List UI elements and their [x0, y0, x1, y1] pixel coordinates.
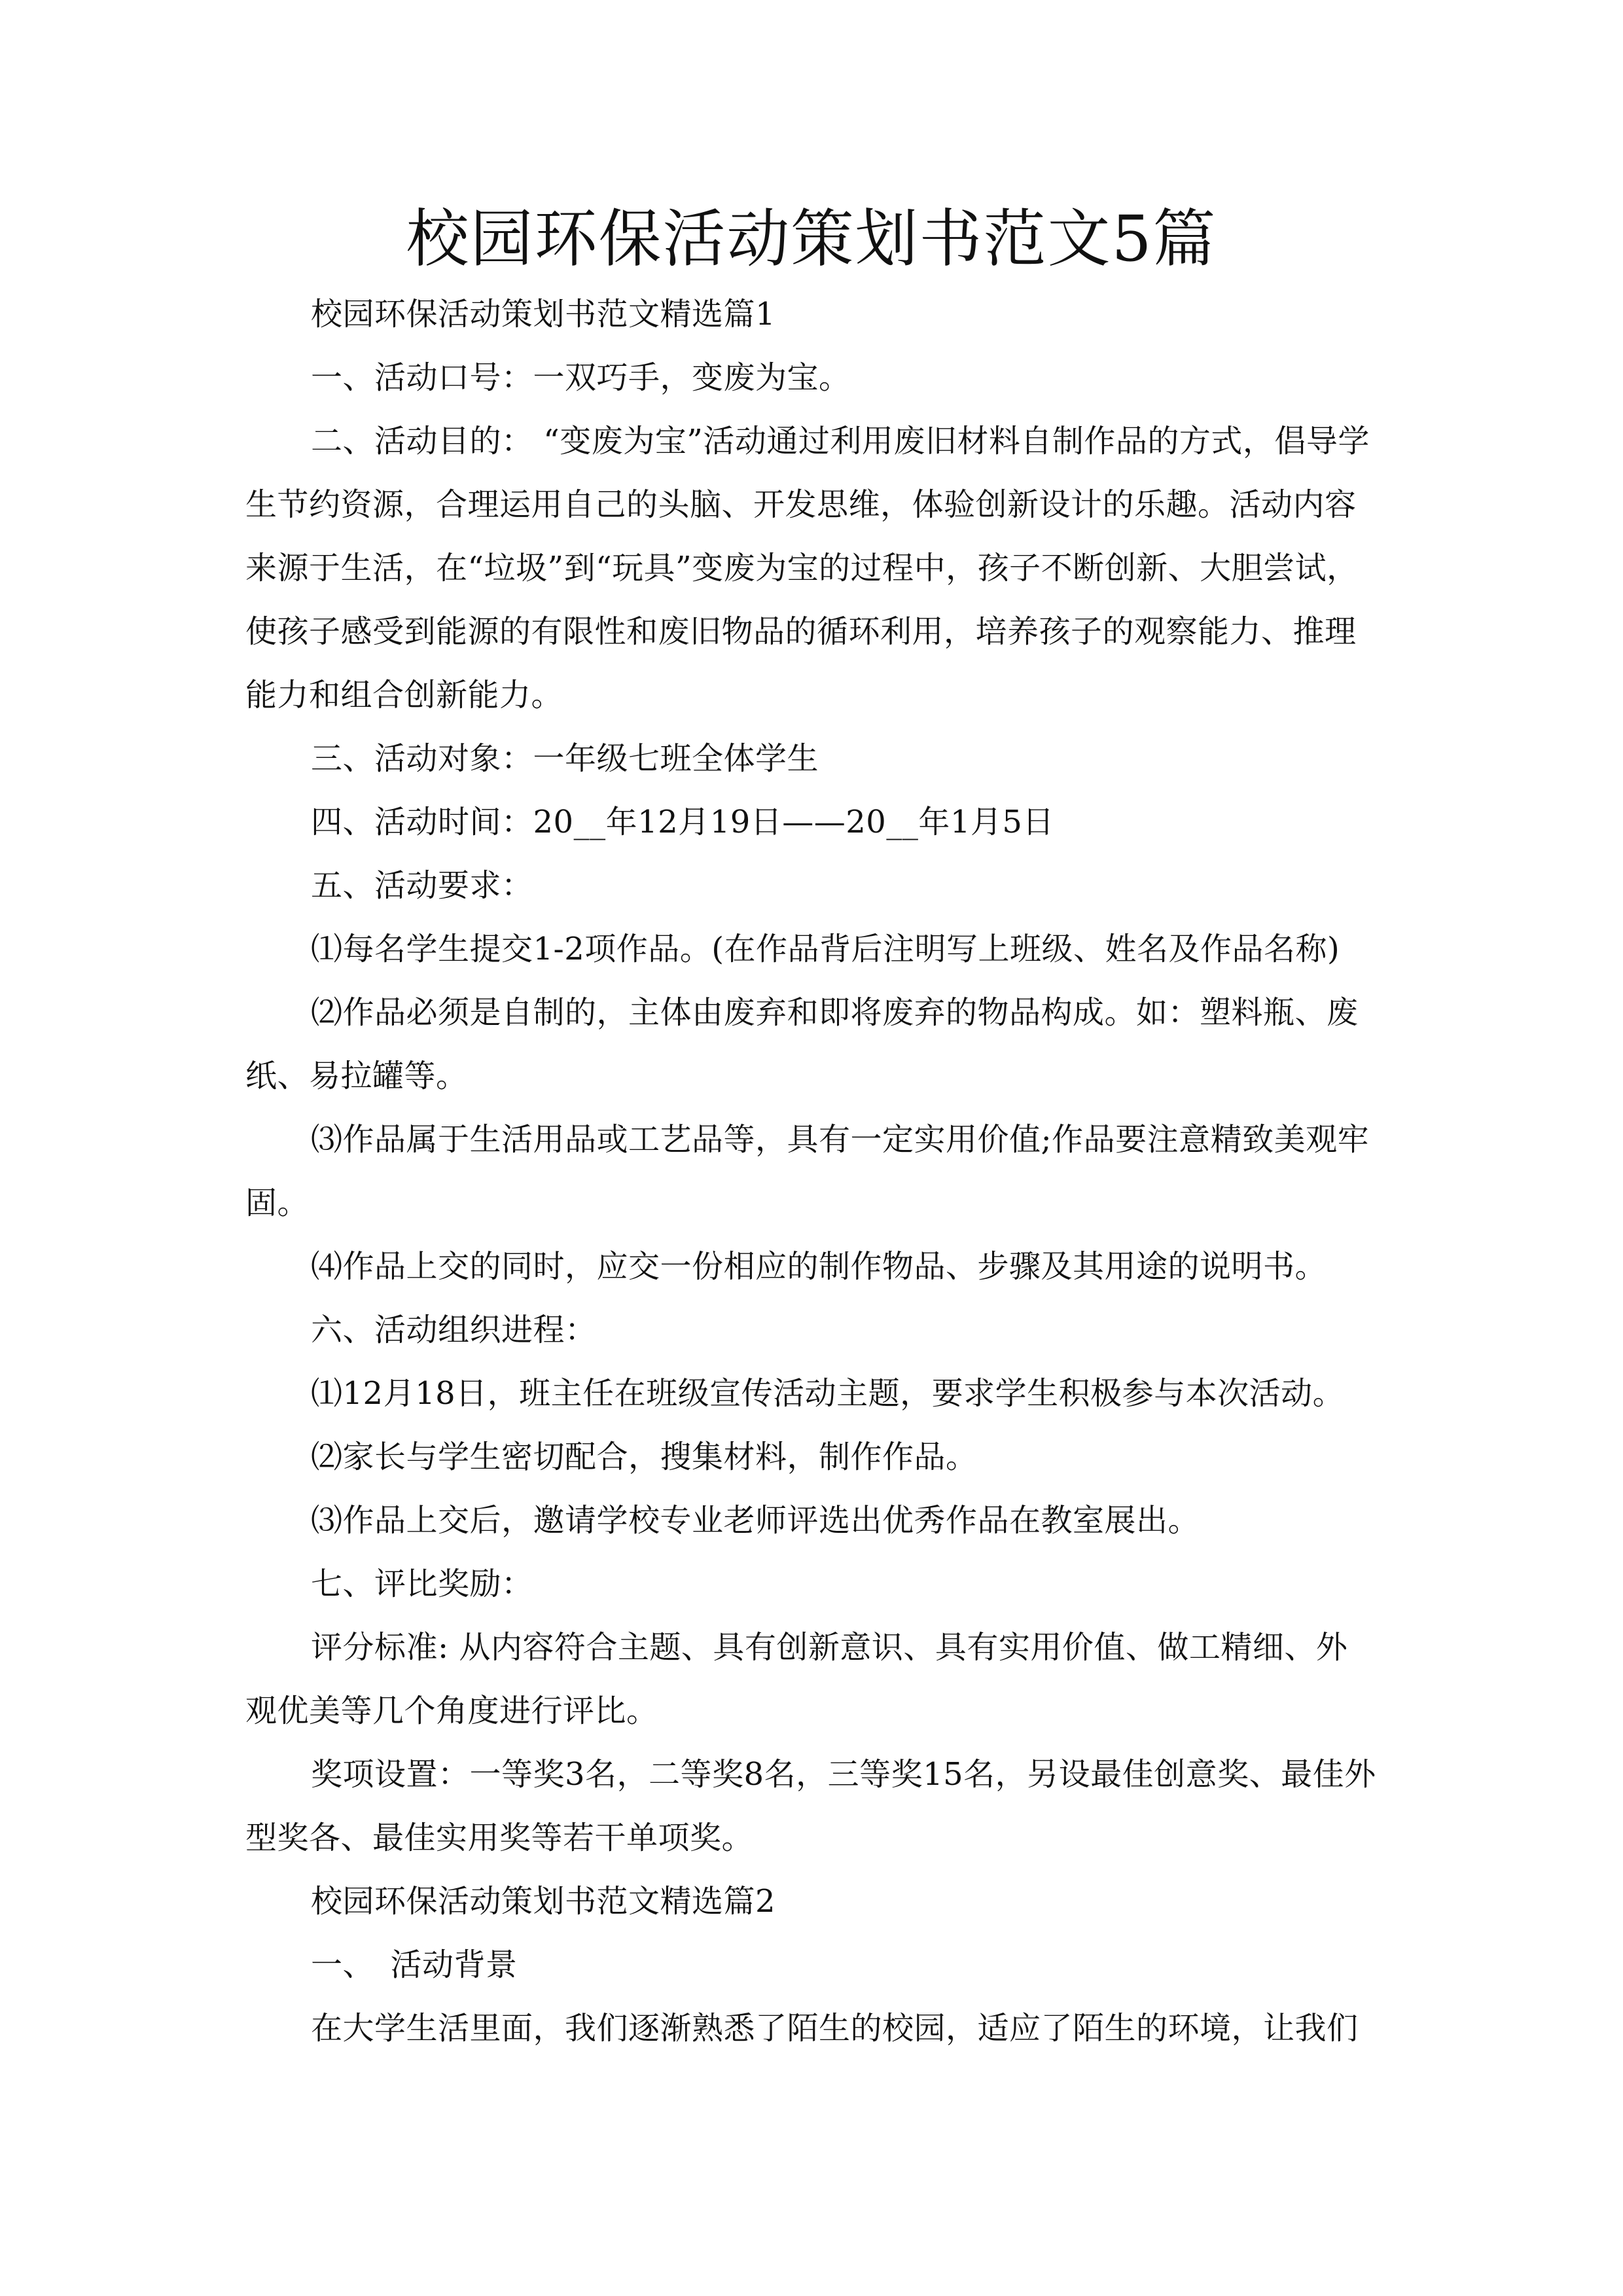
section-heading-1: 校园环保活动策划书范文精选篇1 [311, 296, 776, 332]
process-item-3: ⑶作品上交后，邀请学校专业老师评选出优秀作品在教室展出。 [311, 1502, 1200, 1539]
paragraph-requirements-heading: 五、活动要求： [311, 867, 533, 904]
requirement-item-1: ⑴每名学生提交1-2项作品。(在作品背后注明写上班级、姓名及作品名称) [311, 931, 1340, 967]
requirement-item-4: ⑷作品上交的同时，应交一份相应的制作物品、步骤及其用途的说明书。 [311, 1248, 1327, 1285]
process-item-1: ⑴12月18日，班主任在班级宣传活动主题，要求学生积极参与本次活动。 [311, 1375, 1345, 1412]
paragraph-background: 在大学生活里面，我们逐渐熟悉了陌生的校园，适应了陌生的环境，让我们 [311, 2010, 1359, 2047]
paragraph-background-heading: 一、 活动背景 [311, 1946, 518, 1983]
paragraph-purpose: 二、活动目的： “变废为宝”活动通过利用废旧材料自制作品的方式，倡导学生节约资源，合理运用自己的头脑、开发思维，体验创新设计的乐趣。活动内容来源于生活，在“垃圾”到“玩具”变废为宝的过程中，孩子不断创新、大胆尝试，使孩子感受到能源的有限性和废旧物品的循环利用，培养孩子的观察能力、推理能力和组合创新能力。 [245, 423, 1370, 713]
paragraph-awards-heading: 七、评比奖励： [311, 1566, 533, 1602]
section-heading-2: 校园环保活动策划书范文精选篇2 [311, 1883, 776, 1920]
paragraph-process-heading: 六、活动组织进程： [311, 1312, 597, 1348]
process-item-2: ⑵家长与学生密切配合，搜集材料，制作作品。 [311, 1439, 978, 1475]
document-title: 校园环保活动策划书范文5篇 [406, 202, 1217, 276]
paragraph-audience: 三、活动对象：一年级七班全体学生 [311, 740, 819, 777]
requirement-item-3: ⑶作品属于生活用品或工艺品等，具有一定实用价值;作品要注意精致美观牢固。 [245, 1121, 1370, 1221]
paragraph-slogan: 一、活动口号：一双巧手，变废为宝。 [311, 359, 851, 396]
requirement-item-2: ⑵作品必须是自制的，主体由废弃和即将废弃的物品构成。如：塑料瓶、废纸、易拉罐等。 [245, 994, 1359, 1094]
paragraph-awards: 奖项设置：一等奖3名，二等奖8名，三等奖15名，另设最佳创意奖、最佳外型奖各、最佳实用奖等若干单项奖。 [245, 1756, 1376, 1856]
paragraph-criteria: 评分标准: 从内容符合主题、具有创新意识、具有实用价值、做工精细、外观优美等几个角度进行评比。 [245, 1629, 1348, 1729]
document-body [245, 283, 1378, 2060]
paragraph-time: 四、活动时间：20__年12月19日——20__年1月5日 [311, 804, 1054, 840]
